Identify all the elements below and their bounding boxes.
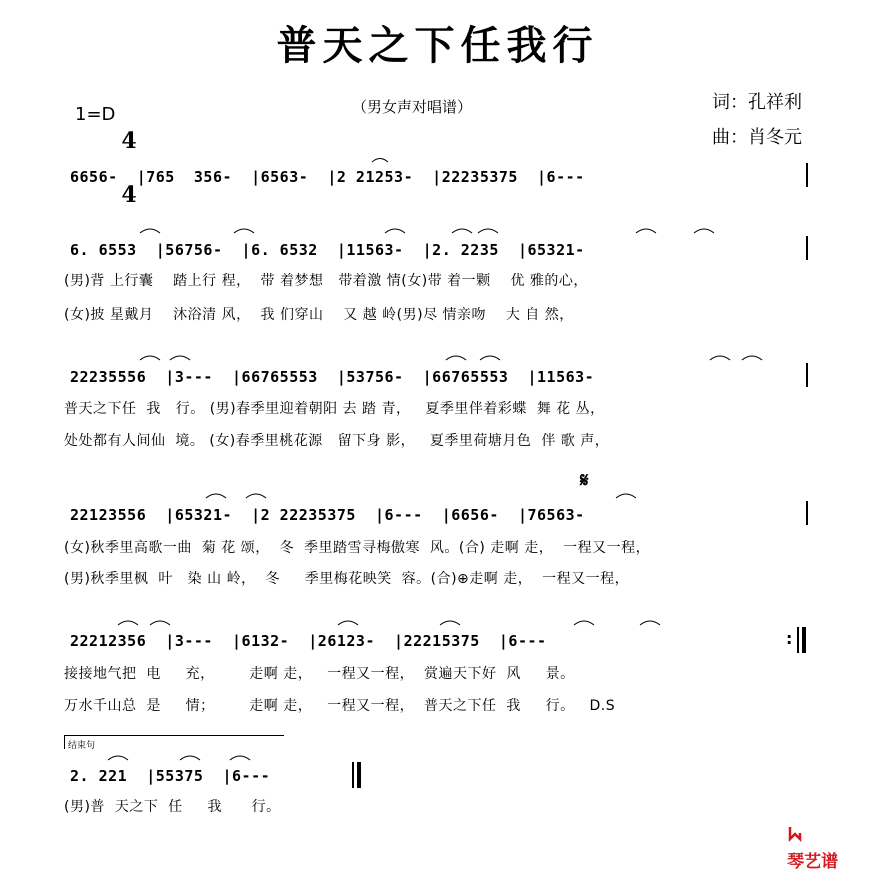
lyric-row-4-line-2: (男)秋季里枫 叶 染 山 岭， 冬 季里梅花映笑 容。(合)⊕走啊 走， 一程又一程， xyxy=(64,571,630,587)
watermark-logo-icon xyxy=(787,825,805,843)
slur xyxy=(140,356,160,360)
slur xyxy=(480,356,500,360)
slur xyxy=(574,621,594,625)
slur xyxy=(694,229,714,233)
score-row-1: 6656- |765 356- |6563- |2 21253- |22235375 |6--- xyxy=(70,168,585,186)
score-row-5: 22212356 |3--- |6132- |26123- |22215375 |6--- xyxy=(70,632,547,650)
slur xyxy=(616,494,636,498)
time-signature-bottom: 4 xyxy=(121,182,137,208)
slur xyxy=(140,229,160,233)
repeat-dots: : xyxy=(786,629,793,648)
segno-sign: 𝄋 xyxy=(580,468,589,492)
slur xyxy=(118,621,138,625)
subtitle: （男女声对唱谱） xyxy=(352,98,473,116)
slur xyxy=(180,756,200,760)
time-signature-top: 4 xyxy=(121,128,137,154)
lyric-row-5-line-2: 万水千山总 是 情； 走啊 走， 一程又一程， 普天之下任 我 行。 D.S xyxy=(64,698,616,714)
slur xyxy=(710,356,730,360)
slur xyxy=(636,229,656,233)
slur xyxy=(385,229,405,233)
slur xyxy=(170,356,190,360)
slur xyxy=(452,229,472,233)
slur xyxy=(206,494,226,498)
lyric-row-2-line-1: (男)背 上行囊 踏上行 程， 带 着梦想 带着激 情(女)带 着一颗 优 雅的心， xyxy=(64,273,588,289)
score-row-6: 2. 221 |55375 |6--- xyxy=(70,767,271,785)
slur xyxy=(246,494,266,498)
ending-label: 结束句 xyxy=(68,741,96,751)
watermark-text: 琴艺谱 xyxy=(787,852,839,872)
slur xyxy=(446,356,466,360)
lyric-row-6-line-1: (男)普 天之下 任 我 行。 xyxy=(64,799,281,815)
watermark xyxy=(777,806,838,872)
song-title: 普天之下任我行 xyxy=(276,22,599,69)
score-row-4: 22123556 |65321- |2 22235375 |6--- |6656- |76563- xyxy=(70,506,585,524)
slur xyxy=(338,621,358,625)
key-signature: 1=D xyxy=(75,104,116,125)
slur xyxy=(640,621,660,625)
slur xyxy=(234,229,254,233)
slur xyxy=(150,621,170,625)
lyricist-credit: 词：孔祥利 xyxy=(712,92,802,113)
slur xyxy=(372,159,388,163)
slur xyxy=(478,229,498,233)
slur xyxy=(230,756,250,760)
lyric-row-4-line-1: (女)秋季里高歌一曲 菊 花 颂， 冬 季里踏雪寻梅傲寒 风。(合) 走啊 走， 一程又一程， xyxy=(64,540,651,556)
slur xyxy=(440,621,460,625)
slur xyxy=(742,356,762,360)
lyric-row-5-line-1: 接接地气把 电 充， 走啊 走， 一程又一程， 赏遍天下好 风 景。 xyxy=(64,666,575,682)
slur xyxy=(108,756,128,760)
composer-credit: 曲：肖冬元 xyxy=(712,127,802,148)
score-row-3: 22235556 |3--- |66765553 |53756- |66765553 |11563- xyxy=(70,368,595,386)
lyric-row-3-line-1: 普天之下任 我 行。 (男)春季里迎着朝阳 去 踏 青， 夏季里伴着彩蝶 舞 花 丛， xyxy=(64,401,605,417)
lyric-row-2-line-2: (女)披 星戴月 沐浴清 风， 我 们穿山 又 越 岭(男)尽 情亲吻 大 自 然， xyxy=(64,307,574,323)
lyric-row-3-line-2: 处处都有人间仙 境。 (女)春季里桃花源 留下身 影， 夏季里荷塘月色 伴 歌 声， xyxy=(64,433,610,449)
score-row-2: 6. 6553 |56756- |6. 6532 |11563- |2. 2235 |65321- xyxy=(70,241,585,259)
